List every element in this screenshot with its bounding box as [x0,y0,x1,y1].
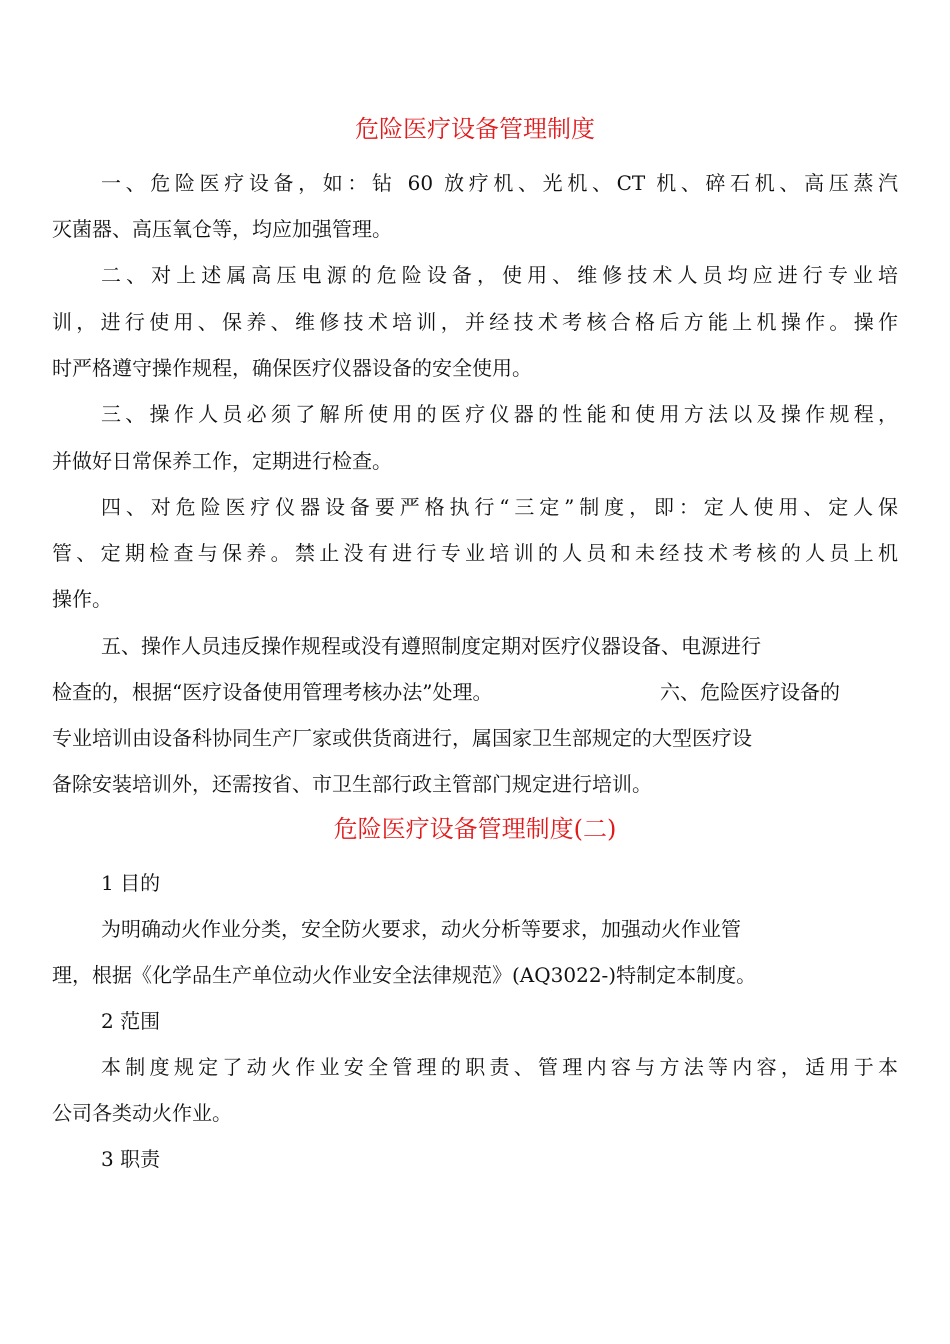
paragraph-line: 训，进行使用、保养、维修技术培训，并经技术考核合格后方能上机操作。操作 [52,310,898,334]
paragraph-line: 检查的，根据“医疗设备使用管理考核办法”处理。 [52,680,493,704]
paragraph-line: 一、危险医疗设备，如：钻 60 放疗机、光机、CT 机、碎石机、高压蒸汽 [101,171,898,195]
paragraph-line: 公司各类动火作业。 [52,1101,232,1125]
paragraph-line: 四、对危险医疗仪器设备要严格执行“三定”制度，即：定人使用、定人保 [101,495,898,519]
section-heading: 1 目的 [101,871,161,895]
document-title: 危险医疗设备管理制度(二) [333,815,617,843]
paragraph-line: 备除安装培训外，还需按省、市卫生部行政主管部门规定进行培训。 [52,772,652,796]
paragraph-line: 三、操作人员必须了解所使用的医疗仪器的性能和使用方法以及操作规程， [101,402,898,426]
document-title: 危险医疗设备管理制度 [355,115,595,143]
paragraph-line: 六、危险医疗设备的 [660,680,840,704]
paragraph-line: 理，根据《化学品生产单位动火作业安全法律规范》(AQ3022-)特制定本制度。 [52,963,757,987]
paragraph-line: 并做好日常保养工作，定期进行检查。 [52,449,392,473]
paragraph-line: 二、对上述属高压电源的危险设备，使用、维修技术人员均应进行专业培 [101,263,898,287]
paragraph-line: 为明确动火作业分类，安全防火要求，动火分析等要求，加强动火作业管 [101,917,741,941]
paragraph-line: 五、操作人员违反操作规程或没有遵照制度定期对医疗仪器设备、电源进行 [101,634,761,658]
paragraph-line: 时严格遵守操作规程，确保医疗仪器设备的安全使用。 [52,356,532,380]
section-heading: 3 职责 [101,1147,161,1171]
paragraph-line: 操作。 [52,587,112,611]
paragraph-line: 本制度规定了动火作业安全管理的职责、管理内容与方法等内容，适用于本 [101,1055,898,1079]
section-heading: 2 范围 [101,1009,161,1033]
paragraph-line: 专业培训由设备科协同生产厂家或供货商进行，属国家卫生部规定的大型医疗设 [52,726,752,750]
paragraph-line: 管、定期检查与保养。禁止没有进行专业培训的人员和未经技术考核的人员上机 [52,541,898,565]
paragraph-line: 灭菌器、高压氧仓等，均应加强管理。 [52,217,392,241]
